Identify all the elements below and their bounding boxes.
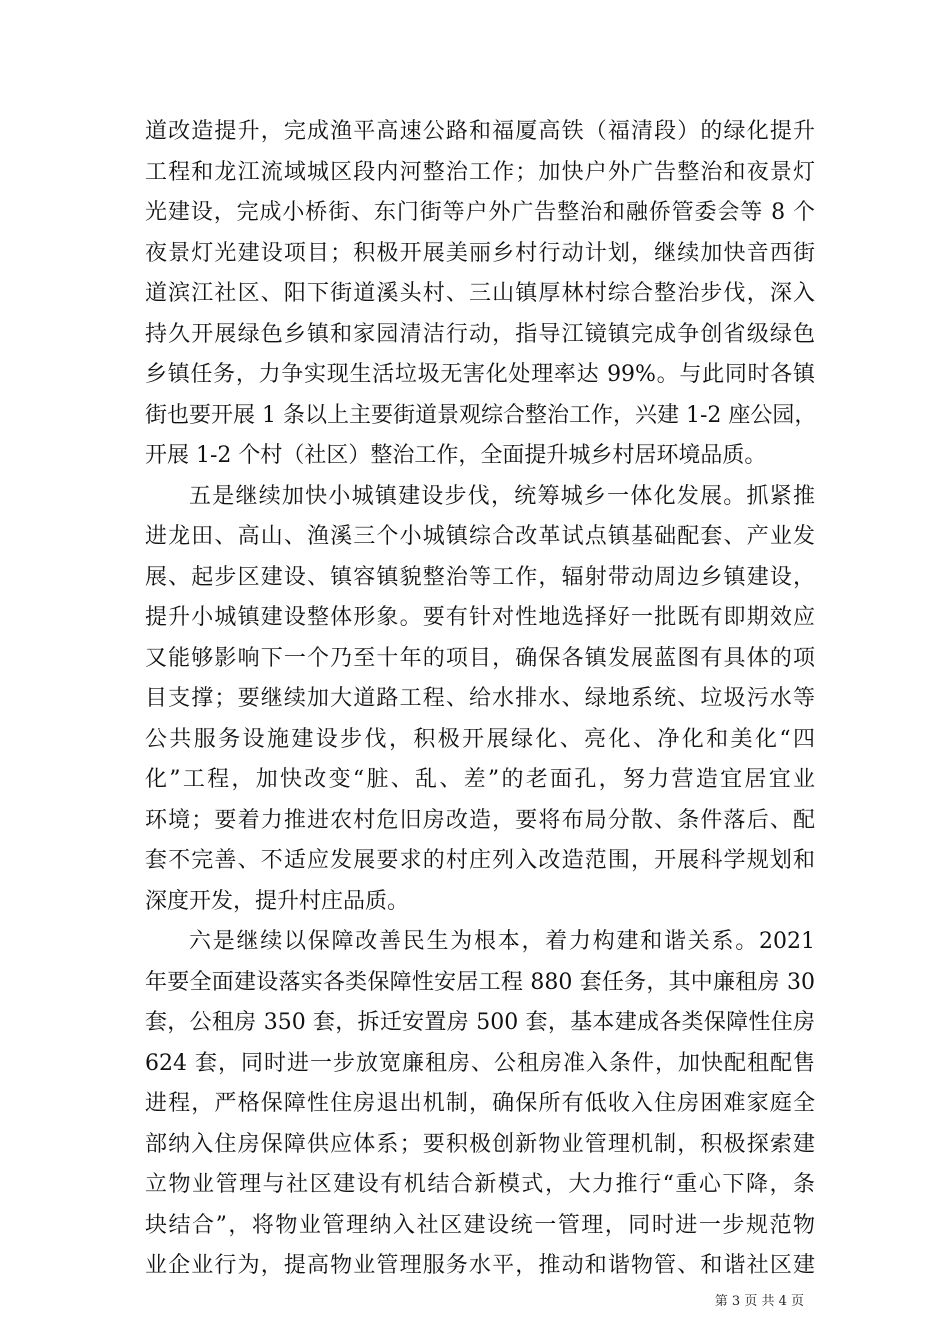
paragraph-3 xyxy=(145,922,815,1287)
text-line: 持久开展绿色乡镇和家园清洁行动，指导江镜镇完成争创省级绿色 xyxy=(145,321,815,347)
text-line: 公共服务设施建设步伐，积极开展绿化、亮化、净化和美化“四 xyxy=(145,726,815,752)
text-line: 业企业行为，提高物业管理服务水平，推动和谐物管、和谐社区建 xyxy=(145,1253,815,1278)
text-line: 块结合”，将物业管理纳入社区建设统一管理，同时进一步规范物 xyxy=(145,1212,815,1238)
page-number: 第 3 页 共 4 页 xyxy=(714,1294,804,1309)
text-line: 目支撑；要继续加大道路工程、给水排水、绿地系统、垃圾污水等 xyxy=(145,686,815,711)
paragraph-1 xyxy=(145,112,815,477)
text-line: 道滨江社区、阳下街道溪头村、三山镇厚林村综合整治步伐，深入 xyxy=(145,281,815,306)
text-line: 进程，严格保障性住房退出机制，确保所有低收入住房困难家庭全 xyxy=(145,1091,815,1116)
text-line: 提升小城镇建设整体形象。要有针对性地选择好一批既有即期效应 xyxy=(145,605,815,630)
paragraph-2 xyxy=(145,477,815,923)
text-line: 套，公租房 350 套，拆迁安置房 500 套，基本建成各类保障性住房 xyxy=(145,1010,815,1035)
text-line: 套不完善、不适应发展要求的村庄列入改造范围，开展科学规划和 xyxy=(145,848,815,873)
text-line: 化”工程，加快改变“脏、乱、差”的老面孔，努力营造宜居宜业 xyxy=(145,767,815,792)
text-line: 进龙田、高山、渔溪三个小城镇综合改革试点镇基础配套、产业发 xyxy=(145,524,815,549)
text-line: 工程和龙江流域城区段内河整治工作；加快户外广告整治和夜景灯 xyxy=(145,159,815,185)
text-line: 五是继续加快小城镇建设步伐，统筹城乡一体化发展。抓紧推 xyxy=(189,483,815,509)
document-body xyxy=(145,112,815,1287)
text-line: 立物业管理与社区建设有机结合新模式，大力推行“重心下降，条 xyxy=(145,1172,815,1197)
text-line: 深度开发，提升村庄品质。 xyxy=(145,888,410,914)
text-line: 展、起步区建设、镇容镇貌整治等工作，辐射带动周边乡镇建设， xyxy=(145,564,815,590)
text-line: 开展 1-2 个村（社区）整治工作，全面提升城乡村居环境品质。 xyxy=(145,443,767,468)
text-line: 又能够影响下一个乃至十年的项目，确保各镇发展蓝图有具体的项 xyxy=(145,645,815,671)
text-line: 年要全面建设落实各类保障性安居工程 880 套任务，其中廉租房 30 xyxy=(145,969,815,995)
text-line: 环境；要着力推进农村危旧房改造，要将布局分散、条件落后、配 xyxy=(145,807,815,833)
text-line: 624 套，同时进一步放宽廉租房、公租房准入条件，加快配租配售 xyxy=(145,1050,815,1076)
text-line: 街也要开展 1 条以上主要街道景观综合整治工作，兴建 1-2 座公园， xyxy=(145,402,817,428)
text-line: 部纳入住房保障供应体系；要积极创新物业管理机制，积极探索建 xyxy=(145,1131,815,1157)
text-line: 夜景灯光建设项目；积极开展美丽乡村行动计划，继续加快音西街 xyxy=(145,240,815,266)
text-line: 乡镇任务，力争实现生活垃圾无害化处理率达 99%。与此同时各镇 xyxy=(145,362,815,387)
text-line: 道改造提升，完成渔平高速公路和福厦高铁（福清段）的绿化提升 xyxy=(145,119,815,144)
text-line: 光建设，完成小桥街、东门街等户外广告整治和融侨管委会等 8 个 xyxy=(145,200,815,225)
text-line: 六是继续以保障改善民生为根本，着力构建和谐关系。2021 xyxy=(189,929,815,954)
